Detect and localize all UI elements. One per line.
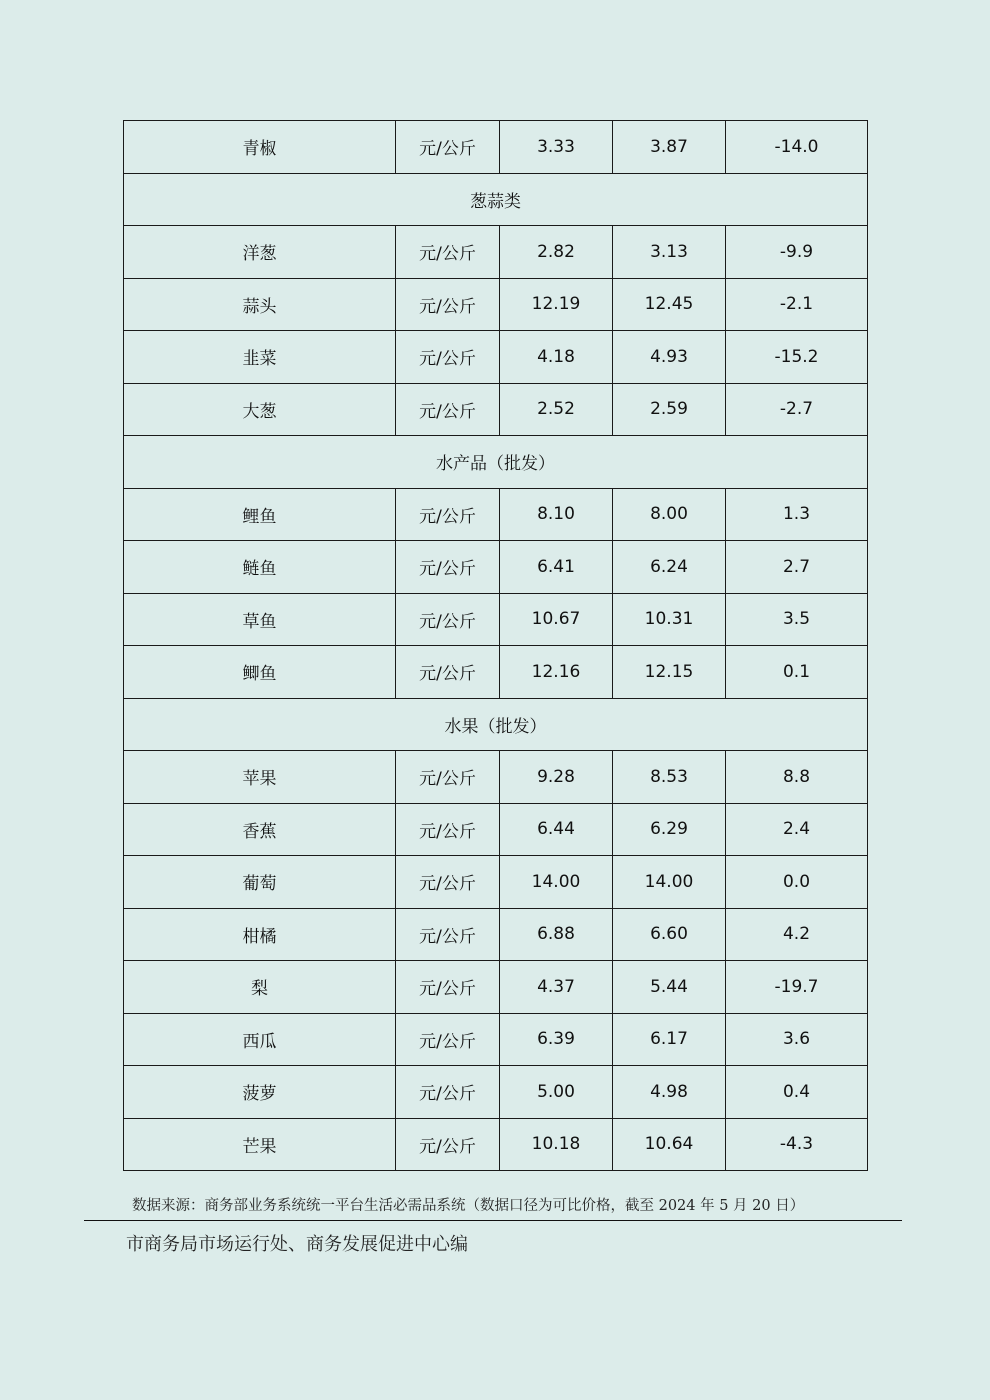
previous-price-cell: 10.31 <box>613 593 726 646</box>
previous-price-cell: 2.59 <box>613 383 726 436</box>
unit-cell: 元/公斤 <box>396 383 500 436</box>
unit-cell: 元/公斤 <box>396 593 500 646</box>
product-name-cell: 鲫鱼 <box>124 646 396 699</box>
table-row <box>124 856 868 909</box>
product-name-cell: 芒果 <box>124 1118 396 1171</box>
change-percent-cell: -15.2 <box>726 331 868 384</box>
current-price-cell: 12.16 <box>500 646 613 699</box>
change-percent-cell: 3.5 <box>726 593 868 646</box>
current-price-cell: 6.39 <box>500 1013 613 1066</box>
footer-editor: 市商务局市场运行处、商务发展促进中心编 <box>126 1234 468 1255</box>
unit-cell: 元/公斤 <box>396 541 500 594</box>
table-row <box>124 1013 868 1066</box>
current-price-cell: 4.37 <box>500 961 613 1014</box>
table-row <box>124 488 868 541</box>
unit-cell: 元/公斤 <box>396 961 500 1014</box>
unit-cell: 元/公斤 <box>396 646 500 699</box>
current-price-cell: 8.10 <box>500 488 613 541</box>
category-row <box>124 173 868 226</box>
product-name-cell: 菠萝 <box>124 1066 396 1119</box>
previous-price-cell: 6.60 <box>613 908 726 961</box>
previous-price-cell: 12.45 <box>613 278 726 331</box>
unit-cell: 元/公斤 <box>396 488 500 541</box>
category-row <box>124 436 868 489</box>
change-percent-cell: 8.8 <box>726 751 868 804</box>
change-percent-cell: -2.7 <box>726 383 868 436</box>
table-row <box>124 383 868 436</box>
unit-cell: 元/公斤 <box>396 1118 500 1171</box>
table-row <box>124 278 868 331</box>
category-row <box>124 698 868 751</box>
table-row <box>124 226 868 279</box>
previous-price-cell: 6.29 <box>613 803 726 856</box>
unit-cell: 元/公斤 <box>396 1013 500 1066</box>
current-price-cell: 10.18 <box>500 1118 613 1171</box>
table-row <box>124 593 868 646</box>
current-price-cell: 6.44 <box>500 803 613 856</box>
product-name-cell: 大葱 <box>124 383 396 436</box>
price-table-body <box>124 121 868 1171</box>
unit-cell: 元/公斤 <box>396 331 500 384</box>
product-name-cell: 西瓜 <box>124 1013 396 1066</box>
previous-price-cell: 14.00 <box>613 856 726 909</box>
change-percent-cell: 0.0 <box>726 856 868 909</box>
product-name-cell: 鲢鱼 <box>124 541 396 594</box>
product-name-cell: 柑橘 <box>124 908 396 961</box>
current-price-cell: 6.41 <box>500 541 613 594</box>
previous-price-cell: 3.87 <box>613 121 726 174</box>
table-row <box>124 646 868 699</box>
change-percent-cell: -2.1 <box>726 278 868 331</box>
change-percent-cell: -14.0 <box>726 121 868 174</box>
unit-cell: 元/公斤 <box>396 1066 500 1119</box>
product-name-cell: 草鱼 <box>124 593 396 646</box>
divider <box>84 1220 902 1221</box>
change-percent-cell: 0.4 <box>726 1066 868 1119</box>
table-row <box>124 541 868 594</box>
category-label: 水产品（批发） <box>124 436 868 489</box>
current-price-cell: 9.28 <box>500 751 613 804</box>
change-percent-cell: 2.7 <box>726 541 868 594</box>
data-source-note: 数据来源：商务部业务系统统一平台生活必需品系统（数据口径为可比价格，截至 2024 年 5 月 20 日） <box>132 1198 805 1214</box>
previous-price-cell: 8.00 <box>613 488 726 541</box>
product-name-cell: 梨 <box>124 961 396 1014</box>
category-label: 水果（批发） <box>124 698 868 751</box>
previous-price-cell: 6.24 <box>613 541 726 594</box>
change-percent-cell: 2.4 <box>726 803 868 856</box>
unit-cell: 元/公斤 <box>396 278 500 331</box>
previous-price-cell: 12.15 <box>613 646 726 699</box>
change-percent-cell: 4.2 <box>726 908 868 961</box>
current-price-cell: 3.33 <box>500 121 613 174</box>
product-name-cell: 香蕉 <box>124 803 396 856</box>
table-row <box>124 803 868 856</box>
current-price-cell: 4.18 <box>500 331 613 384</box>
unit-cell: 元/公斤 <box>396 803 500 856</box>
previous-price-cell: 4.98 <box>613 1066 726 1119</box>
unit-cell: 元/公斤 <box>396 908 500 961</box>
unit-cell: 元/公斤 <box>396 226 500 279</box>
current-price-cell: 6.88 <box>500 908 613 961</box>
change-percent-cell: -9.9 <box>726 226 868 279</box>
category-label: 葱蒜类 <box>124 173 868 226</box>
current-price-cell: 14.00 <box>500 856 613 909</box>
price-table <box>123 120 868 1171</box>
change-percent-cell: -4.3 <box>726 1118 868 1171</box>
previous-price-cell: 8.53 <box>613 751 726 804</box>
change-percent-cell: -19.7 <box>726 961 868 1014</box>
previous-price-cell: 3.13 <box>613 226 726 279</box>
previous-price-cell: 10.64 <box>613 1118 726 1171</box>
change-percent-cell: 0.1 <box>726 646 868 699</box>
current-price-cell: 10.67 <box>500 593 613 646</box>
product-name-cell: 蒜头 <box>124 278 396 331</box>
table-row <box>124 751 868 804</box>
unit-cell: 元/公斤 <box>396 856 500 909</box>
table-row <box>124 961 868 1014</box>
table-row <box>124 1118 868 1171</box>
product-name-cell: 青椒 <box>124 121 396 174</box>
previous-price-cell: 6.17 <box>613 1013 726 1066</box>
previous-price-cell: 5.44 <box>613 961 726 1014</box>
product-name-cell: 葡萄 <box>124 856 396 909</box>
table-row <box>124 1066 868 1119</box>
current-price-cell: 5.00 <box>500 1066 613 1119</box>
change-percent-cell: 1.3 <box>726 488 868 541</box>
current-price-cell: 12.19 <box>500 278 613 331</box>
table-row <box>124 121 868 174</box>
table-row <box>124 908 868 961</box>
current-price-cell: 2.52 <box>500 383 613 436</box>
previous-price-cell: 4.93 <box>613 331 726 384</box>
unit-cell: 元/公斤 <box>396 121 500 174</box>
table-row <box>124 331 868 384</box>
product-name-cell: 鲤鱼 <box>124 488 396 541</box>
product-name-cell: 洋葱 <box>124 226 396 279</box>
unit-cell: 元/公斤 <box>396 751 500 804</box>
product-name-cell: 韭菜 <box>124 331 396 384</box>
current-price-cell: 2.82 <box>500 226 613 279</box>
change-percent-cell: 3.6 <box>726 1013 868 1066</box>
product-name-cell: 苹果 <box>124 751 396 804</box>
